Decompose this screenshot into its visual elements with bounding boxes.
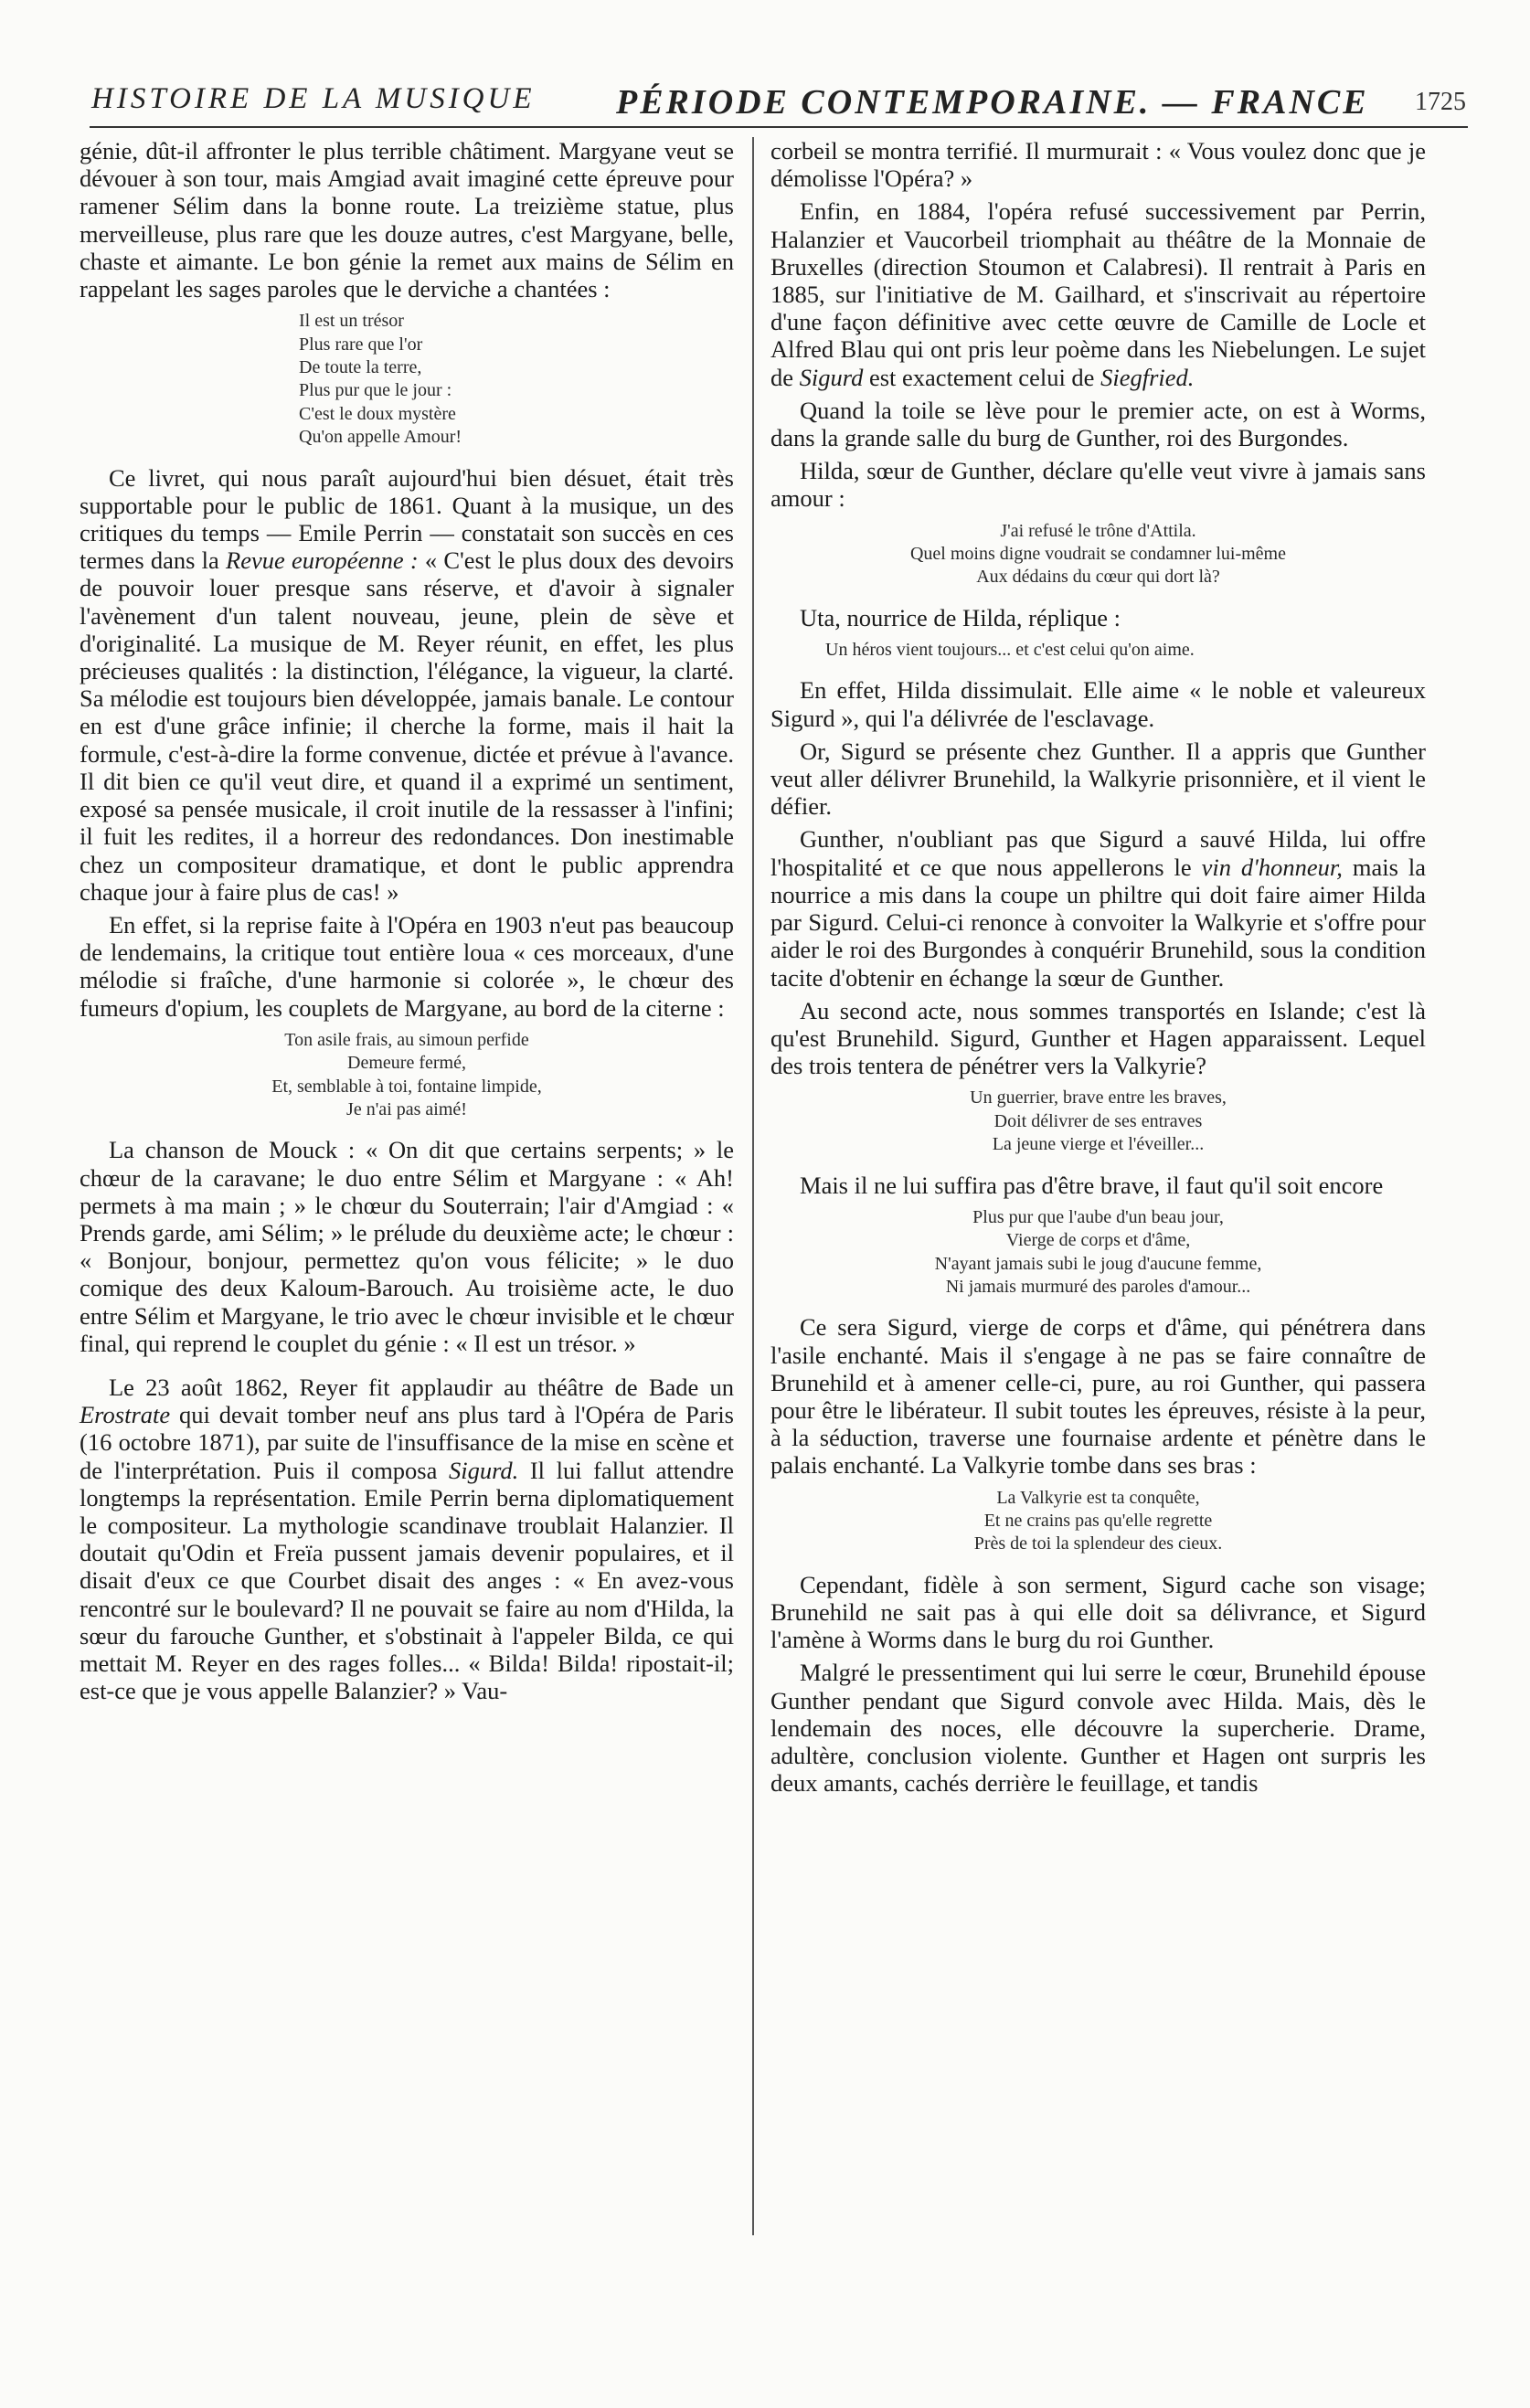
text-run: Le 23 août 1862, Reyer fit applaudir au théâtre de Bade un: [109, 1373, 734, 1401]
verse-line: Quel moins digne voudrait se condamner lui-même: [909, 544, 1286, 565]
paragraph: Hilda, sœur de Gunther, déclare qu'elle veut vivre à jamais sans amour :: [770, 457, 1426, 513]
verse-quote: [770, 520, 1426, 589]
text-run: Enfin, en 1884, l'opéra refusé successivement par Perrin, Halanzier et Vaucorbeil triomphait au théâtre de la Monnaie de Bruxelles (direction Stoumon et Calabresi). Il rentrait à Paris en 1885, sur l'initiative de M. Gailhard, et s'inscrivait au répertoire d'une façon définitive avec cette œuvre de Camille de Locle et Alfred Blau qui ont pris leur poème dans les Niebelungen. Le sujet de: [770, 197, 1426, 391]
opera-title: Sigurd: [799, 363, 864, 391]
verse-line: Ni jamais murmuré des paroles d'amour...: [945, 1276, 1251, 1297]
paragraph: Malgré le pressentiment qui lui serre le cœur, Brunehild épouse Gunther pendant que Sigurd convole avec Hilda. Mais, dès le lendemain des noces, elle découvre la supercherie. Drame, adultère, conclusion violente. Gunther et Hagen ont surpris les deux amants, cachés derrière le feuillage, et tandis: [770, 1659, 1426, 1798]
paragraph: Or, Sigurd se présente chez Gunther. Il a appris que Gunther veut aller délivrer Brunehild, la Walkyrie prisonnière, et il vient le défier.: [770, 737, 1426, 821]
verse-line: Doit délivrer de ses entraves: [993, 1110, 1203, 1131]
verse-quote: [770, 1206, 1426, 1299]
verse-line: Il est un trésor: [299, 311, 404, 332]
verse-line: Ton asile frais, au simoun perfide: [284, 1029, 529, 1050]
paragraph: Au second acte, nous sommes transportés en Islande; c'est là qu'est Brunehild. Sigurd, Gunther et Hagen apparaissent. Lequel des trois tentera de pénétrer vers la Valkyrie?: [770, 996, 1426, 1080]
paragraph: Quand la toile se lève pour le premier acte, on est à Worms, dans la grande salle du burg de Gunther, roi des Burgondes.: [770, 396, 1426, 452]
header-rule: [90, 126, 1468, 128]
paragraph: [80, 1374, 734, 1704]
paragraph: Cependant, fidèle à son serment, Sigurd cache son visage; Brunehild ne sait pas à qui elle doit sa délivrance, et Sigurd l'amène à Worms dans le burg du roi Gunther.: [770, 1570, 1426, 1654]
text-run: « C'est le plus doux des devoirs de pouvoir louer presque sans réserve, et d'avoir à signaler l'avènement d'un talent nouveau, jeune, plein de sève et d'originalité. La musique de M. Reyer réunit, en effet, les plus précieuses qualités : la distinction, l'élégance, la vigueur, la clarté. Sa mélodie est toujours bien développée, jamais banale. Le contour en est d'une grâce infinie; il cherche la forme, mais il hait la formule, c'est-à-dire la forme convenue, dictée et prévue à l'avance. Il dit bien ce qu'il veut dire, et quand il a exprimé un sentiment, exposé sa pensée musicale, il croit inutile de la ressasser à l'infini; il fuit les redites, il a horreur des redondances. Don inestimable chez un compositeur dramatique, et dont le public apprendra chaque jour à faire plus de cas! »: [80, 546, 734, 906]
verse-line: Demeure fermé,: [347, 1053, 466, 1074]
verse-line: J'ai refusé le trône d'Attila.: [1000, 520, 1196, 541]
paragraph: [770, 825, 1426, 991]
verse-quote: [770, 1487, 1426, 1556]
verse-line: Un héros vient toujours... et c'est celui qu'on aime.: [825, 640, 1195, 661]
paragraph: En effet, Hilda dissimulait. Elle aime « le noble et valeureux Sigurd », qui l'a délivrée de l'esclavage.: [770, 676, 1426, 732]
paragraph: génie, dût-il affronter le plus terrible châtiment. Margyane veut se dévouer à son tour, mais Amgiad avait imaginé cette épreuve pour ramener Sélim dans la bonne route. La treizième statue, plus merveilleuse, plus rare que les douze autres, c'est Margyane, belle, chaste et aimante. Le bon génie la remet aux mains de Sélim en rappelant les sages paroles que le derviche a chantées :: [80, 137, 734, 303]
opera-title: Sigurd.: [448, 1456, 519, 1484]
column-divider: [752, 137, 754, 2235]
header-book-title: HISTOIRE DE LA MUSIQUE: [91, 82, 536, 115]
verse-line: C'est le doux mystère: [299, 403, 456, 424]
text-run: Il lui fallut attendre longtemps la représentation. Emile Perrin berna diplomatiquement le compositeur. La mythologie scandinave troublait Halanzier. Il doutait qu'Odin et Freïa pussent jamais devenir populaires, et il disait d'eux ce que Courbet disait des anges : « En avez-vous rencontré sur le boulevard? Il ne pouvait se faire au nom d'Hilda, la sœur du farouche Gunther, et s'obstinait à l'appeler Bilda, ce qui mettait M. Reyer en des rages folles... « Bilda! Bilda! ripostait-il; est-ce que je vous appelle Balanzier? » Vau-: [80, 1456, 734, 1705]
text-run: Ce livret, qui nous paraît aujourd'hui bien désuet, était très supportable pour le public de 1861. Quant à la musique, un des critiques du temps — Emile Perrin — constatait son succès en ces termes dans la: [80, 463, 734, 575]
verse-line: De toute la terre,: [299, 357, 422, 378]
verse-line: Vierge de corps et d'âme,: [1005, 1230, 1191, 1251]
header-section-title: PÉRIODE CONTEMPORAINE. — FRANCE: [616, 83, 1369, 122]
verse-line: Je n'ai pas aimé!: [346, 1098, 467, 1119]
text-run: Gunther, n'oubliant pas que Sigurd a sauvé Hilda, lui offre l'hospitalité et ce que nous appellerons le: [770, 825, 1426, 881]
verse-line: Plus pur que l'aube d'un beau jour,: [972, 1206, 1224, 1227]
verse-line: La jeune vierge et l'éveiller...: [992, 1134, 1205, 1155]
verse-line: Plus pur que le jour :: [299, 380, 452, 401]
opera-title: Siegfried.: [1100, 363, 1195, 391]
paragraph: La chanson de Mouck : « On dit que certains serpents; » le chœur de la caravane; le duo entre Sélim et Margyane : « Ah! permets à ma main ; » le chœur du Souterrain; l'air d'Amgiad : « Prends garde, ami Sélim; » le prélude du deuxième acte; le chœur : « Bonjour, bonjour, permettez qu'on vous félicite; » le duo comique des deux Kaloum-Barouch. Au troisième acte, le duo entre Sélim et Margyane, le trio avec le chœur invisible et le chœur final, qui reprend le couplet du génie : « Il est un trésor. »: [80, 1136, 734, 1357]
verse-line: Aux dédains du cœur qui dort là?: [976, 567, 1220, 588]
verse-quote: [770, 639, 1426, 662]
text-run: qui devait tomber neuf ans plus tard à l'Opéra de Paris (16 octobre 1871), par suite de l'insuffisance de la mise en scène et de l'interprétation. Puis il composa: [80, 1401, 734, 1484]
emphasis: vin d'honneur,: [1201, 853, 1343, 881]
verse-quote: [80, 1029, 734, 1122]
left-column: [80, 137, 734, 1710]
journal-title: Revue européenne :: [226, 546, 419, 575]
right-column: [770, 137, 1426, 1802]
verse-line: Et ne crains pas qu'elle regrette: [983, 1510, 1213, 1531]
verse-line: Qu'on appelle Amour!: [299, 427, 462, 448]
verse-line: Plus rare que l'or: [299, 334, 423, 355]
paragraph: corbeil se montra terrifié. Il murmurait : « Vous voulez donc que je démolisse l'Opéra? »: [770, 137, 1426, 193]
verse-line: Un guerrier, brave entre les braves,: [970, 1087, 1227, 1109]
verse-quote: [80, 310, 734, 449]
verse-line: La Valkyrie est ta conquête,: [996, 1487, 1200, 1508]
paragraph: [80, 464, 734, 906]
opera-title: Erostrate: [80, 1401, 171, 1429]
text-run: mais la nourrice a mis dans la coupe un philtre qui doit faire aimer Hilda par Sigurd. Celui-ci renonce à convoiter la Walkyrie et s'offre pour aider le roi des Burgondes à conquérir Brunehild, sous la condition tacite d'obtenir en échange la sœur de Gunther.: [770, 853, 1426, 992]
page-number: 1725: [1415, 88, 1466, 116]
paragraph: Ce sera Sigurd, vierge de corps et d'âme, qui pénétrera dans l'asile enchanté. Mais il s'engage à ne pas se faire connaître de Brunehild et à amener celle-ci, pure, au roi Gunther, qui passera pour être le libérateur. Il subit toutes les épreuves, résiste à la peur, à la séduction, traverse une fournaise ardente et pénètre dans le palais enchanté. La Valkyrie tombe dans ses bras :: [770, 1313, 1426, 1480]
paragraph: Mais il ne lui suffira pas d'être brave, il faut qu'il soit encore: [800, 1171, 1384, 1199]
verse-line: Près de toi la splendeur des cieux.: [973, 1533, 1223, 1554]
verse-line: Et, semblable à toi, fontaine limpide,: [271, 1076, 542, 1097]
verse-quote: [770, 1087, 1426, 1156]
paragraph: [770, 197, 1426, 390]
paragraph: Uta, nourrice de Hilda, réplique :: [800, 603, 1121, 631]
text-run: est exactement celui de: [863, 363, 1101, 391]
paragraph: En effet, si la reprise faite à l'Opéra en 1903 n'eut pas beaucoup de lendemains, la critique tout entière loua « ces morceaux, d'une mélodie si fraîche, d'une harmonie si colorée », le chœur des fumeurs d'opium, les couplets de Margyane, au bord de la citerne :: [80, 910, 734, 1022]
running-header: [91, 82, 1466, 128]
verse-line: N'ayant jamais subi le joug d'aucune femme,: [934, 1253, 1262, 1274]
